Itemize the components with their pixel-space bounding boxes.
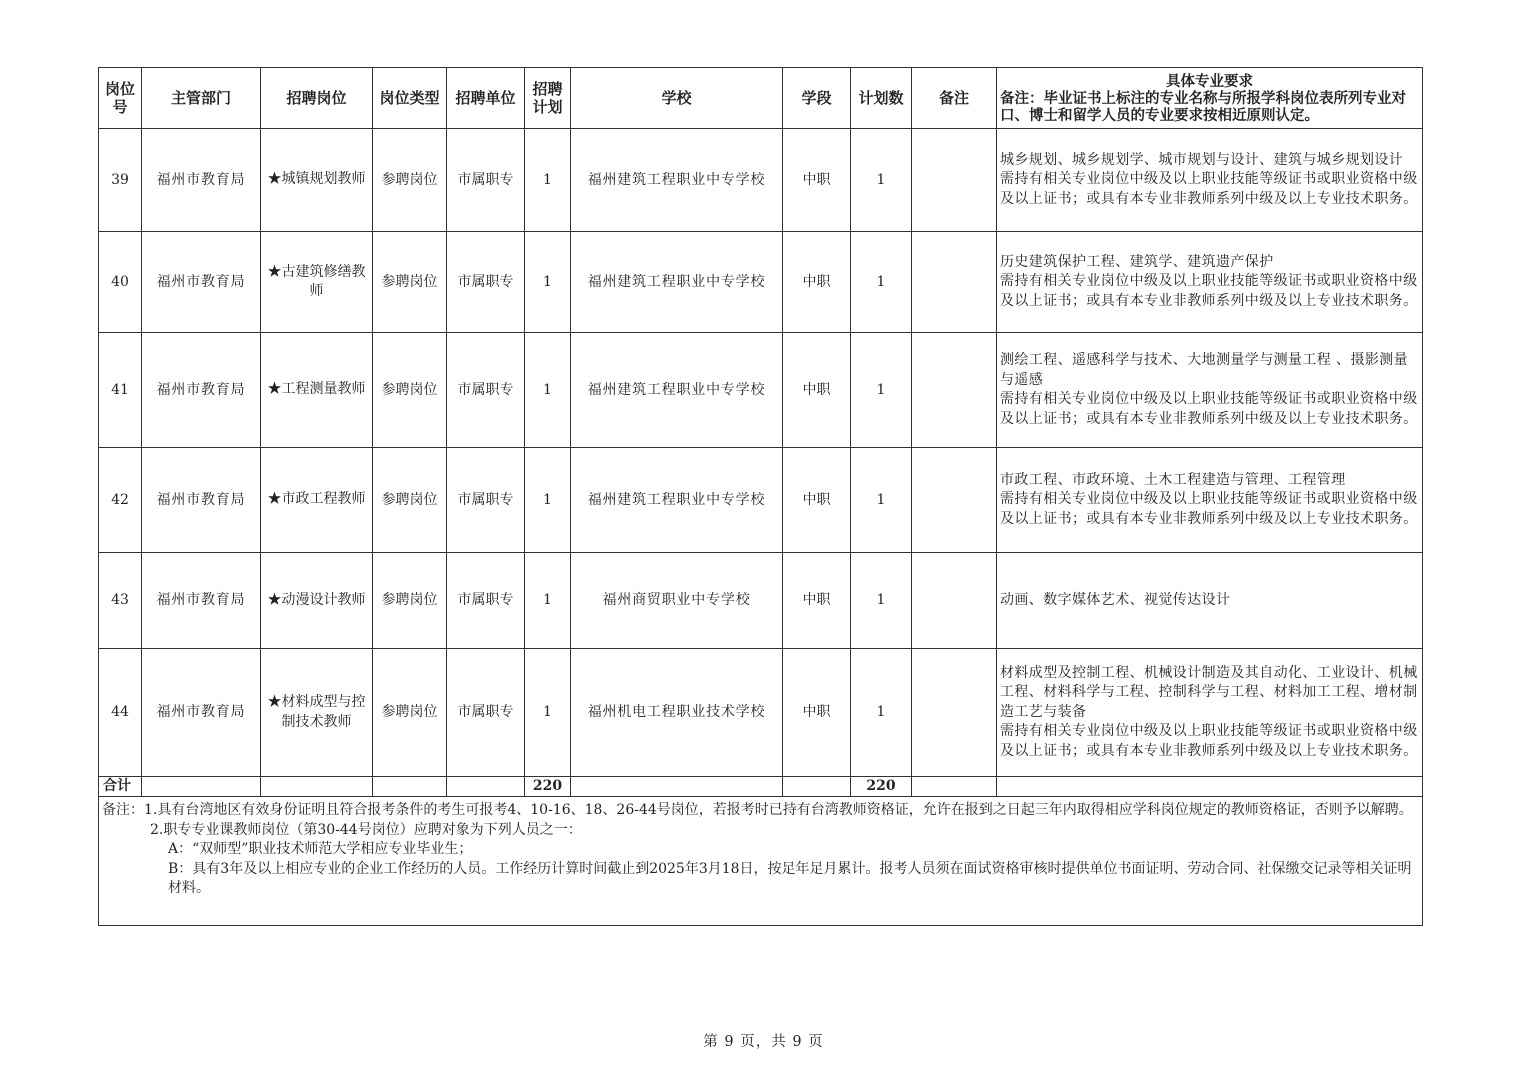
type-cell: 参聘岗位 — [373, 649, 447, 777]
table-row — [99, 649, 1423, 777]
requirement-line: 城乡规划、城乡规划学、城市规划与设计、建筑与城乡规划设计 — [1000, 151, 1404, 168]
school-cell: 福州建筑工程职业中专学校 — [571, 129, 783, 232]
col-unit: 招聘单位 — [447, 68, 525, 129]
quota-cell: 1 — [851, 649, 912, 777]
post-no-cell: 40 — [99, 232, 142, 333]
total-plan: 220 — [525, 777, 571, 797]
col-requirement — [997, 68, 1423, 129]
stage-cell: 中职 — [783, 553, 851, 649]
col-plan: 招聘计划 — [525, 68, 571, 129]
dept-cell: 福州市教育局 — [142, 553, 261, 649]
requirement-cell — [997, 553, 1423, 649]
requirement-cell — [997, 649, 1423, 777]
stage-cell: 中职 — [783, 649, 851, 777]
table-body — [99, 129, 1423, 777]
plan-cell: 1 — [525, 649, 571, 777]
notes-row — [99, 797, 1423, 926]
post-no-cell: 39 — [99, 129, 142, 232]
position-cell: ★古建筑修缮教师 — [261, 232, 373, 333]
plan-cell: 1 — [525, 129, 571, 232]
type-cell: 参聘岗位 — [373, 129, 447, 232]
school-cell: 福州商贸职业中专学校 — [571, 553, 783, 649]
unit-cell: 市属职专 — [447, 232, 525, 333]
requirement-cell — [997, 129, 1423, 232]
plan-cell: 1 — [525, 553, 571, 649]
unit-cell: 市属职专 — [447, 553, 525, 649]
dept-cell: 福州市教育局 — [142, 448, 261, 553]
requirement-line: 需持有相关专业岗位中级及以上职业技能等级证书或职业资格中级及以上证书；或具有本专业非教师系列中级及以上专业技术职务。 — [1000, 723, 1418, 759]
school-cell: 福州机电工程职业技术学校 — [571, 649, 783, 777]
table-row — [99, 448, 1423, 553]
school-cell: 福州建筑工程职业中专学校 — [571, 448, 783, 553]
position-cell: ★工程测量教师 — [261, 333, 373, 448]
dept-cell: 福州市教育局 — [142, 232, 261, 333]
remark-cell — [912, 448, 997, 553]
recruitment-table — [98, 67, 1423, 926]
quota-cell: 1 — [851, 129, 912, 232]
col-stage: 学段 — [783, 68, 851, 129]
quota-cell: 1 — [851, 232, 912, 333]
unit-cell: 市属职专 — [447, 649, 525, 777]
total-row — [99, 777, 1423, 797]
position-cell: ★动漫设计教师 — [261, 553, 373, 649]
plan-cell: 1 — [525, 232, 571, 333]
col-dept: 主管部门 — [142, 68, 261, 129]
total-quota: 220 — [851, 777, 912, 797]
dept-cell: 福州市教育局 — [142, 129, 261, 232]
remark-cell — [912, 649, 997, 777]
note-2: 2.职专专业课教师岗位（第30-44号岗位）应聘对象为下列人员之一： — [150, 821, 582, 838]
total-label: 合计 — [99, 777, 142, 797]
requirement-line: 需持有相关专业岗位中级及以上职业技能等级证书或职业资格中级及以上证书；或具有本专业非教师系列中级及以上专业技术职务。 — [1000, 491, 1418, 527]
type-cell: 参聘岗位 — [373, 333, 447, 448]
notes-cell — [99, 797, 1423, 926]
note-2a: A：“双师型”职业技术师范大学相应专业毕业生； — [168, 841, 473, 857]
dept-cell: 福州市教育局 — [142, 649, 261, 777]
table-header-row — [99, 68, 1423, 129]
col-post-no: 岗位号 — [99, 68, 142, 129]
plan-cell: 1 — [525, 333, 571, 448]
table-row — [99, 333, 1423, 448]
post-no-cell: 42 — [99, 448, 142, 553]
table-row — [99, 129, 1423, 232]
position-cell: ★材料成型与控制技术教师 — [261, 649, 373, 777]
post-no-cell: 44 — [99, 649, 142, 777]
type-cell: 参聘岗位 — [373, 553, 447, 649]
quota-cell: 1 — [851, 553, 912, 649]
type-cell: 参聘岗位 — [373, 232, 447, 333]
dept-cell: 福州市教育局 — [142, 333, 261, 448]
position-cell: ★城镇规划教师 — [261, 129, 373, 232]
requirement-line: 需持有相关专业岗位中级及以上职业技能等级证书或职业资格中级及以上证书；或具有本专业非教师系列中级及以上专业技术职务。 — [1000, 171, 1418, 207]
position-cell: ★市政工程教师 — [261, 448, 373, 553]
col-remark: 备注 — [912, 68, 997, 129]
quota-cell: 1 — [851, 333, 912, 448]
table-row — [99, 553, 1423, 649]
requirement-line: 测绘工程、遥感科学与技术、大地测量学与测量工程 、摄影测量与遥感 — [1000, 352, 1409, 388]
stage-cell: 中职 — [783, 232, 851, 333]
remark-cell — [912, 129, 997, 232]
school-cell: 福州建筑工程职业中专学校 — [571, 333, 783, 448]
quota-cell: 1 — [851, 448, 912, 553]
unit-cell: 市属职专 — [447, 333, 525, 448]
page-footer: 第 9 页，共 9 页 — [703, 1034, 824, 1050]
type-cell: 参聘岗位 — [373, 448, 447, 553]
post-no-cell: 41 — [99, 333, 142, 448]
requirement-line: 需持有相关专业岗位中级及以上职业技能等级证书或职业资格中级及以上证书；或具有本专业非教师系列中级及以上专业技术职务。 — [1000, 391, 1418, 427]
requirement-line: 动画、数字媒体艺术、视觉传达设计 — [1000, 591, 1231, 608]
unit-cell: 市属职专 — [447, 448, 525, 553]
col-quota: 计划数 — [851, 68, 912, 129]
requirement-line: 市政工程、市政环境、土木工程建造与管理、工程管理 — [1000, 471, 1346, 488]
requirement-note: 备注：毕业证书上标注的专业名称与所报学科岗位表所列专业对口、博士和留学人员的专业要求按相近原则认定。 — [1000, 89, 1406, 124]
note-1: 备注：1.具有台湾地区有效身份证明且符合报考条件的考生可报考4、10-16、18、26-44号岗位，若报考时已持有台湾教师资格证，允许在报到之日起三年内取得相应学科岗位规定的教师资格证，否则予以解聘。 — [102, 802, 1413, 818]
remark-cell — [912, 333, 997, 448]
col-school: 学校 — [571, 68, 783, 129]
requirement-title: 具体专业要求 — [1166, 72, 1253, 90]
stage-cell: 中职 — [783, 333, 851, 448]
note-2b: B：具有3年及以上相应专业的企业工作经历的人员。工作经历计算时间截止到2025年3月18日，按足年足月累计。报考人员须在面试资格审核时提供单位书面证明、劳动合同、社保缴交记录等相关证明材料。 — [168, 860, 1412, 896]
requirement-line: 需持有相关专业岗位中级及以上职业技能等级证书或职业资格中级及以上证书；或具有本专业非教师系列中级及以上专业技术职务。 — [1000, 273, 1418, 309]
remark-cell — [912, 232, 997, 333]
requirement-line: 材料成型及控制工程、机械设计制造及其自动化、工业设计、机械工程、材料科学与工程、控制科学与工程、材料加工工程、增材制造工艺与装备 — [1000, 664, 1418, 720]
requirement-cell — [997, 333, 1423, 448]
stage-cell: 中职 — [783, 448, 851, 553]
col-position: 招聘岗位 — [261, 68, 373, 129]
requirement-cell — [997, 232, 1423, 333]
plan-cell: 1 — [525, 448, 571, 553]
requirement-cell — [997, 448, 1423, 553]
requirement-line: 历史建筑保护工程、建筑学、建筑遗产保护 — [1000, 253, 1274, 270]
remark-cell — [912, 553, 997, 649]
col-type: 岗位类型 — [373, 68, 447, 129]
school-cell: 福州建筑工程职业中专学校 — [571, 232, 783, 333]
unit-cell: 市属职专 — [447, 129, 525, 232]
table-row — [99, 232, 1423, 333]
post-no-cell: 43 — [99, 553, 142, 649]
stage-cell: 中职 — [783, 129, 851, 232]
